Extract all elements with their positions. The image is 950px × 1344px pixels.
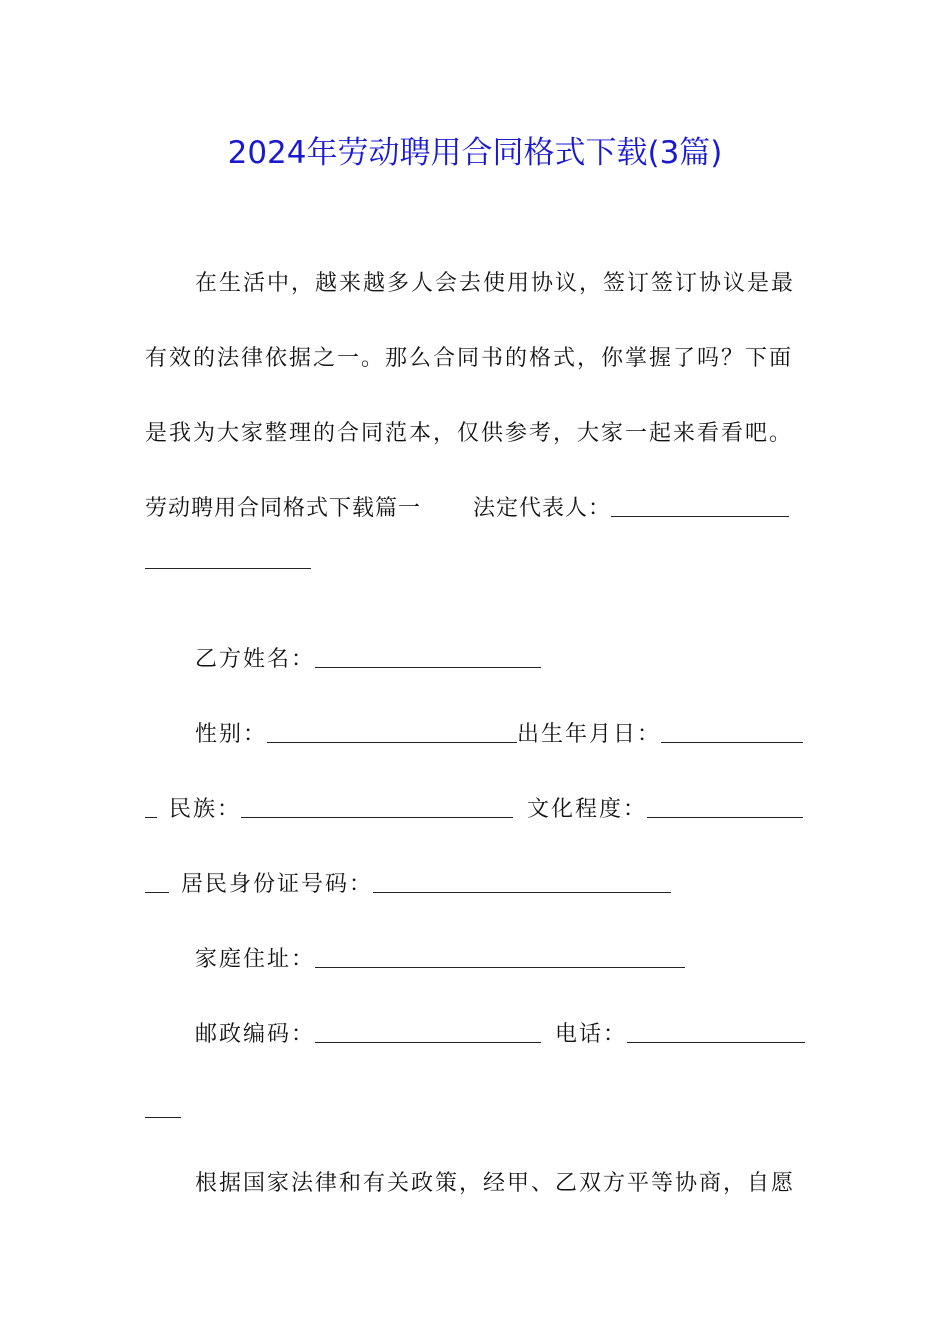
party-b-name-label: 乙方姓名： [195, 647, 316, 672]
postcode-label: 邮政编码： [195, 1022, 316, 1047]
gender-line [195, 719, 807, 751]
id-number-label: 居民身份证号码： [181, 872, 374, 897]
birth-date-blank [661, 720, 803, 743]
legal-rep-continuation [145, 545, 807, 577]
postcode-line [195, 1019, 807, 1051]
party-b-name-line [195, 644, 807, 676]
ethnicity-blank [241, 795, 513, 818]
phone-blank [627, 1020, 805, 1043]
closing-line: 根据国家法律和有关政策，经甲、乙双方平等协商，自愿 [195, 1171, 796, 1196]
address-label: 家庭住址： [195, 947, 316, 972]
ethnicity-label: 民族： [169, 797, 242, 822]
section-heading: 劳动聘用合同格式下载篇一 [145, 496, 422, 521]
id-number-blank [373, 870, 671, 893]
intro-line-2: 有效的法律依据之一。那么合同书的格式，你掌握了吗？下面 [145, 346, 794, 371]
education-blank [647, 795, 803, 818]
phone-blank-continued [145, 1095, 181, 1118]
birth-date-label: 出生年月日： [517, 722, 662, 747]
ethnicity-line [145, 794, 807, 826]
intro-line-1: 在生活中，越来越多人会去使用协议，签订签订协议是最 [195, 271, 796, 296]
education-blank-continued [145, 870, 169, 893]
education-label: 文化程度： [527, 797, 648, 822]
phone-continuation [145, 1094, 807, 1126]
section-heading-line [145, 493, 807, 525]
legal-rep-blank [611, 494, 789, 517]
address-line [195, 944, 807, 976]
postcode-blank [315, 1020, 541, 1043]
address-blank [315, 945, 685, 968]
party-b-name-blank [315, 645, 541, 668]
gender-blank [267, 720, 517, 743]
birth-date-blank-continued [145, 795, 157, 818]
legal-rep-label: 法定代表人： [473, 496, 612, 521]
intro-line-3: 是我为大家整理的合同范本，仅供参考，大家一起来看看吧。 [145, 421, 794, 446]
gender-label: 性别： [195, 722, 268, 747]
legal-rep-blank-continued [145, 546, 311, 569]
id-number-line [145, 869, 807, 901]
document-title: 2024年劳动聘用合同格式下载(3篇) [227, 135, 723, 171]
phone-label: 电话： [555, 1022, 628, 1047]
